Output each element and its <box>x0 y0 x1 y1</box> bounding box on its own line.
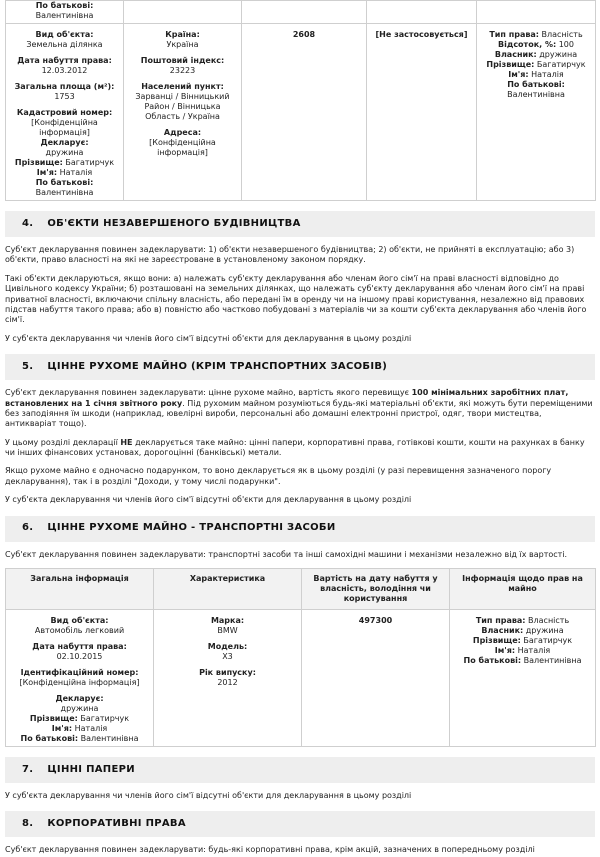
declarant-label: Декларує: <box>55 694 104 704</box>
section-number: 8. <box>22 818 34 830</box>
settlement-label: Населений пункт: <box>141 82 224 91</box>
section-number: 5. <box>22 360 34 372</box>
brand-label: Марка: <box>210 616 245 626</box>
right-type-line: Тип права: Власність <box>489 30 583 39</box>
rent-value: [Не застосовується] <box>375 30 468 39</box>
declarant-value: дружина <box>60 704 99 714</box>
table-row <box>6 610 596 747</box>
brand-value: BMW <box>217 626 238 636</box>
section-8-header <box>5 811 595 837</box>
cell-general-info <box>6 24 124 201</box>
name-line: Ім'я: Наталія <box>508 70 564 79</box>
section-number: 4. <box>22 217 34 229</box>
section-8-paragraph: Суб'єкт декларування повинен задекларувати: будь-які корпоративні права, крім акцій, зазначених в попередньому розділі <box>5 845 535 855</box>
country-value: Україна <box>166 40 199 49</box>
column-header: Характеристика <box>154 569 302 610</box>
surname-line: Прізвище: Багатирчук <box>472 636 573 646</box>
cell-general-info <box>6 1 124 24</box>
object-type-label: Вид об'єкта: <box>35 30 94 39</box>
patronymic-line: По батькові: Валентинівна <box>20 734 139 744</box>
address-label: Адреса: <box>163 128 202 137</box>
section-5-paragraph: Якщо рухоме майно є одночасно подарунком, то воно декларується як в цьому розділі (у разі перевищення зазначеного порогу декларування), так і в розділі "Доходи, у тому числі подарунки". <box>5 466 552 486</box>
cell-location <box>124 1 242 24</box>
table-header-row <box>6 569 596 610</box>
country-label: Країна: <box>165 30 200 39</box>
surname-line: Прізвище: Багатирчук <box>486 60 586 69</box>
name-line: Ім'я: Наталія <box>36 168 93 177</box>
patronymic-label: По батькові: <box>35 178 94 187</box>
section-4-empty-note: У суб'єкта декларування чи членів його сім'ї відсутні об'єкти для декларування в цьому розділі <box>5 333 412 343</box>
object-type-value: Земельна ділянка <box>26 40 103 49</box>
price-value: 2608 <box>292 30 316 39</box>
real-estate-table-continuation <box>5 0 596 201</box>
patronymic-value: Валентинівна <box>35 11 94 20</box>
price-value: 497300 <box>358 616 393 626</box>
cell-price <box>242 1 367 24</box>
section-5-paragraph: У цьому розділі декларації НЕ декларується таке майно: цінні папери, корпоративні права, готівкові кошти, кошти на рахунках в банку чи інших фінансових установах, дорогоцінні (банківські) метали. <box>5 437 585 458</box>
column-header: Інформація щодо прав на майно <box>450 569 596 610</box>
patronymic-label: По батькові: <box>35 1 94 10</box>
cell-rights <box>477 24 596 201</box>
section-5-paragraph: Суб'єкт декларування повинен задекларувати: цінне рухоме майно, вартість якого перевищує 100 мінімальних заробітних плат, встановлених на 1 січня звітного року. Під рухомим майном розуміються будь-які матеріальні об'єкти, які можуть бути переміщеними без заподіяння їм шкоди (наприклад, ювелірні вироби, персональні або домашні електронні пристрої, одяг, твори мистецтва, антикваріат тощо). <box>5 388 593 429</box>
surname-line: Прізвище: Багатирчук <box>29 714 130 724</box>
table-row <box>6 24 596 201</box>
ident-value: [Конфіденційна інформація] <box>19 678 140 688</box>
model-value: X3 <box>222 652 233 662</box>
settlement-value: Зарванці / Вінницький Район / Вінницька Область / Україна <box>135 92 230 121</box>
cell-characteristics <box>154 610 302 747</box>
right-type-line: Тип права: Власність <box>475 616 570 626</box>
section-7-empty-note: У суб'єкта декларування чи членів його сім'ї відсутні об'єкти для декларування в цьому розділі <box>5 791 412 801</box>
object-type-value: Автомобіль легковий <box>34 626 125 636</box>
section-6-header <box>5 516 595 542</box>
year-label: Рік випуску: <box>199 668 256 678</box>
acquired-label: Дата набуття права: <box>32 642 127 652</box>
area-label: Загальна площа (м²): <box>14 82 115 91</box>
declarant-value: дружина <box>45 148 84 157</box>
vehicles-table <box>5 568 596 747</box>
name-line: Ім'я: Наталія <box>494 646 551 656</box>
section-4-paragraph: Такі об'єкти декларуються, якщо вони: а) належать суб'єкту декларування або членам його сім'ї на праві власності відповідно до Цивільного кодексу України; б) розташовані на земельних ділянках, що належать суб'єкту декларування або членам його сім'ї на праві приватної власності, включаючи спільну власність, або передані їм в оренду чи на іншому праві користування, незалежно від правових підстав набуття такого права; або в) повністю або частково побудовані з матеріалів чи за кошти суб'єкта декларування або членів його сім'ї. <box>5 273 587 325</box>
cell-rent <box>367 24 477 201</box>
model-label: Модель: <box>207 642 248 652</box>
area-value: 1753 <box>54 92 75 101</box>
section-4-header <box>5 211 595 237</box>
cell-rent <box>367 1 477 24</box>
year-value: 2012 <box>217 678 238 688</box>
section-title: КОРПОРАТИВНІ ПРАВА <box>47 818 186 830</box>
surname-line: Прізвище: Багатирчук <box>14 158 115 167</box>
object-type-label: Вид об'єкта: <box>50 616 109 626</box>
postcode-label: Поштовий індекс: <box>140 56 225 65</box>
owner-line: Власник: дружина <box>481 626 564 636</box>
cell-rights <box>450 610 596 747</box>
column-header: Загальна інформація <box>6 569 154 610</box>
owner-line: Власник: дружина <box>494 50 578 59</box>
cell-rights <box>477 1 596 24</box>
section-5-header <box>5 354 595 380</box>
cadastral-label: Кадастровий номер: <box>16 108 113 117</box>
address-value: [Конфіденційна інформація] <box>149 138 216 157</box>
section-7-header <box>5 757 595 783</box>
section-6-paragraph: Суб'єкт декларування повинен задекларувати: транспортні засоби та інші самохідні машини і механізми незалежно від їх вартості. <box>5 549 568 559</box>
section-title: ОБ'ЄКТИ НЕЗАВЕРШЕНОГО БУДІВНИЦТВА <box>47 217 301 229</box>
section-4-paragraph: Суб'єкт декларування повинен задекларувати: 1) об'єкти незавершеного будівництва; 2) об'єкти, не прийняті в експлуатацію; або 3) об'єкти, право власності на які не зареєстроване в установленому законом порядку. <box>5 245 575 265</box>
section-title: ЦІННІ ПАПЕРИ <box>47 763 135 775</box>
share-line: Відсоток, %: 100 <box>498 40 574 49</box>
acquired-label: Дата набуття права: <box>17 56 112 65</box>
patronymic-line: По батькові: Валентинівна <box>463 656 582 666</box>
patronymic-value: Валентинівна <box>35 188 94 197</box>
section-number: 6. <box>22 522 34 534</box>
name-line: Ім'я: Наталія <box>51 724 108 734</box>
cell-location <box>124 24 242 201</box>
patronymic-label: По батькові: <box>507 80 565 89</box>
acquired-value: 12.03.2012 <box>41 66 88 75</box>
section-title: ЦІННЕ РУХОМЕ МАЙНО - ТРАНСПОРТНІ ЗАСОБИ <box>47 522 336 534</box>
table-row <box>6 1 596 24</box>
section-5-empty-note: У суб'єкта декларування чи членів його сім'ї відсутні об'єкти для декларування в цьому розділі <box>5 495 412 505</box>
cadastral-value: [Конфіденційна інформація] <box>31 118 98 137</box>
ident-label: Ідентифікаційний номер: <box>20 668 139 678</box>
column-header: Вартість на дату набуття у власність, володіння чи користування <box>302 569 450 610</box>
acquired-value: 02.10.2015 <box>56 652 103 662</box>
section-title: ЦІННЕ РУХОМЕ МАЙНО (КРІМ ТРАНСПОРТНИХ ЗАСОБІВ) <box>47 360 388 372</box>
declarant-label: Декларує: <box>40 138 89 147</box>
cell-price <box>302 610 450 747</box>
section-number: 7. <box>22 763 34 775</box>
patronymic-value: Валентинівна <box>507 90 565 99</box>
postcode-value: 23223 <box>169 66 196 75</box>
cell-price <box>242 24 367 201</box>
cell-general-info <box>6 610 154 747</box>
